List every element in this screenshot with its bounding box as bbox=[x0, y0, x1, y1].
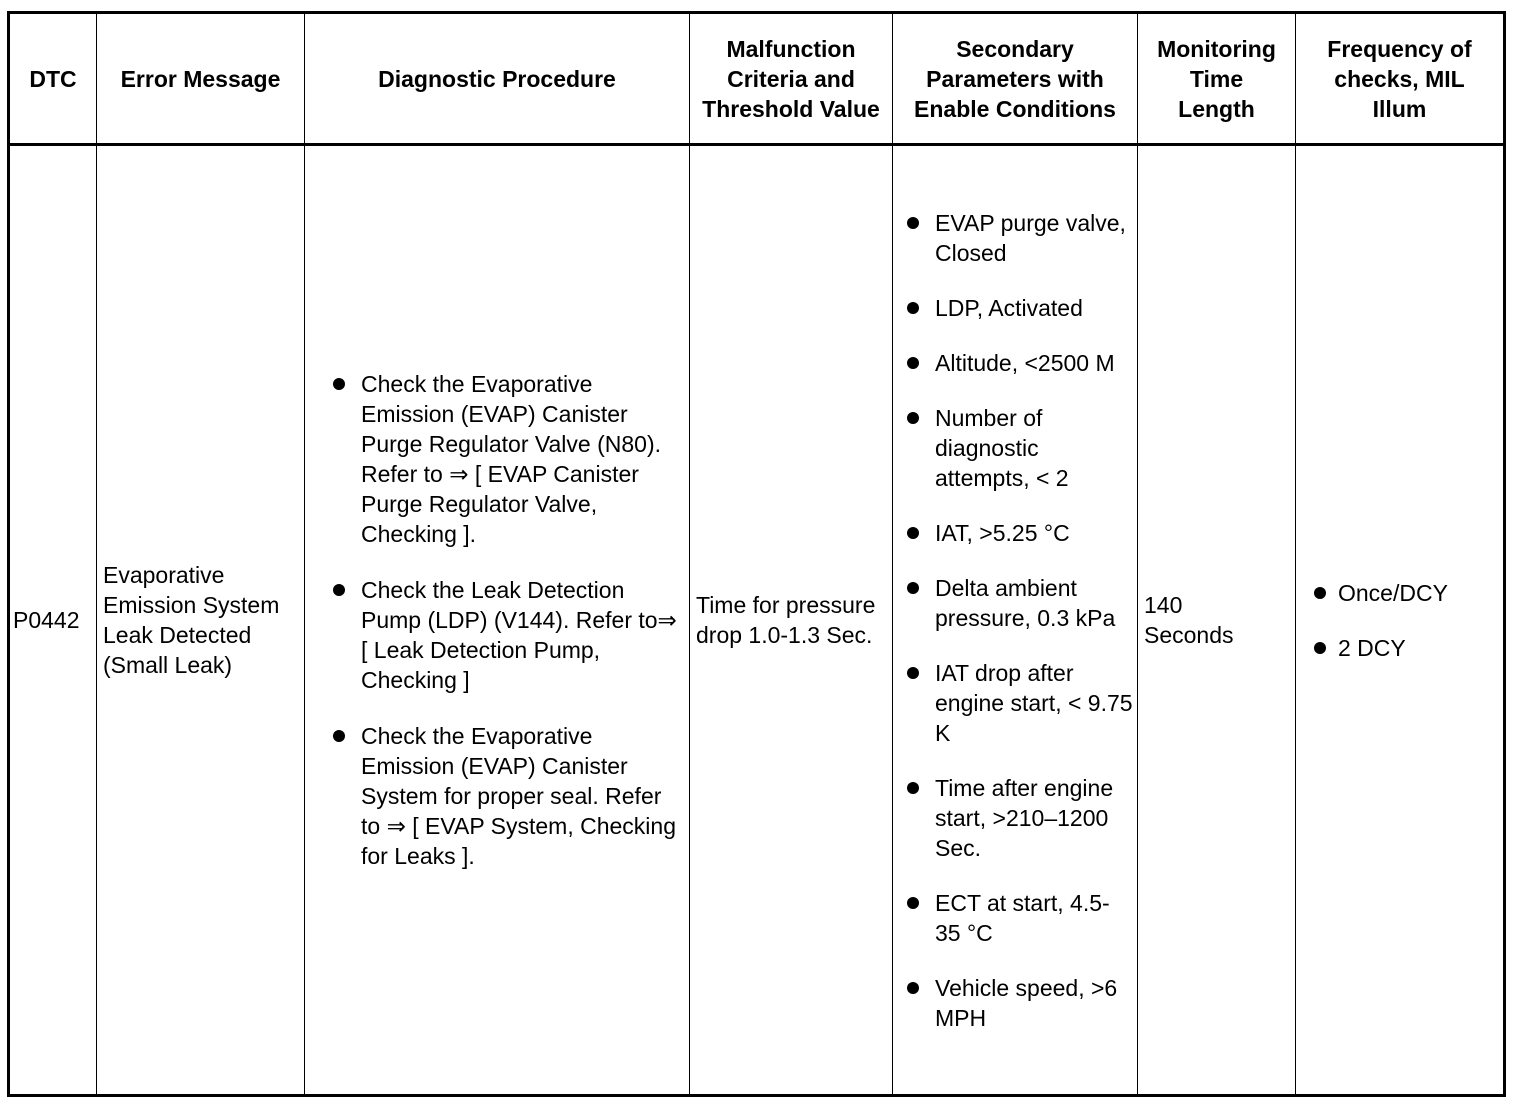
cell-monitoring-time bbox=[1138, 146, 1295, 1094]
secondary-parameter-item: ECT at start, 4.5-35 °C bbox=[893, 888, 1133, 948]
header-error-message-label: Error Message bbox=[120, 65, 281, 92]
procedure-item: Check the Evaporative Emission (EVAP) Canister System for proper seal. Refer to ⇒ [ EVAP System, Checking for Leaks ]. bbox=[305, 721, 679, 871]
procedure-list bbox=[305, 369, 679, 871]
header-dtc bbox=[10, 14, 96, 143]
cell-secondary-parameters bbox=[893, 146, 1137, 1094]
cell-error-message bbox=[97, 146, 304, 1094]
cell-frequency bbox=[1296, 146, 1503, 1094]
secondary-parameter-item: Altitude, <2500 M bbox=[893, 348, 1133, 378]
secondary-parameter-item: EVAP purge valve, Closed bbox=[893, 208, 1133, 268]
procedure-item: Check the Leak Detection Pump (LDP) (V144). Refer to⇒ [ Leak Detection Pump, Checking ] bbox=[305, 575, 679, 695]
secondary-parameter-item: LDP, Activated bbox=[893, 293, 1133, 323]
monitoring-time-text: 140 Seconds bbox=[1144, 592, 1234, 648]
procedure-item: Check the Evaporative Emission (EVAP) Canister Purge Regulator Valve (N80). Refer to ⇒ [ EVAP Canister Purge Regulator Valve, Checking ]. bbox=[305, 369, 679, 549]
header-dtc-label: DTC bbox=[29, 65, 77, 92]
header-monitoring-time-label: Monitoring Time Length bbox=[1157, 35, 1276, 122]
cell-malfunction-criteria bbox=[690, 146, 892, 1094]
header-diagnostic-procedure-label: Diagnostic Procedure bbox=[378, 65, 616, 92]
secondary-parameter-item: Vehicle speed, >6 MPH bbox=[893, 973, 1133, 1033]
header-malfunction-criteria bbox=[690, 14, 892, 143]
secondary-parameter-item: Time after engine start, >210–1200 Sec. bbox=[893, 773, 1133, 863]
header-malfunction-criteria-label: Malfunction Criteria and Threshold Value bbox=[702, 35, 880, 122]
secondary-parameter-item: IAT drop after engine start, < 9.75 K bbox=[893, 658, 1133, 748]
header-frequency bbox=[1296, 14, 1503, 143]
header-secondary-parameters bbox=[893, 14, 1137, 143]
header-monitoring-time bbox=[1138, 14, 1295, 143]
error-message-text: Evaporative Emission System Leak Detected (Small Leak) bbox=[103, 562, 280, 678]
secondary-parameter-item: Delta ambient pressure, 0.3 kPa bbox=[893, 573, 1133, 633]
dtc-code: P0442 bbox=[13, 607, 80, 633]
secondary-parameter-list bbox=[893, 208, 1133, 1033]
header-error-message bbox=[97, 14, 304, 143]
frequency-item: 2 DCY bbox=[1296, 633, 1503, 663]
frequency-list bbox=[1296, 578, 1503, 663]
header-diagnostic-procedure bbox=[305, 14, 689, 143]
malfunction-criteria-text: Time for pressure drop 1.0-1.3 Sec. bbox=[696, 592, 876, 648]
frequency-item: Once/DCY bbox=[1296, 578, 1503, 608]
secondary-parameter-item: IAT, >5.25 °C bbox=[893, 518, 1133, 548]
secondary-parameter-item: Number of diagnostic attempts, < 2 bbox=[893, 403, 1133, 493]
cell-dtc bbox=[10, 146, 96, 1094]
cell-diagnostic-procedure bbox=[305, 146, 689, 1094]
header-secondary-parameters-label: Secondary Parameters with Enable Conditions bbox=[914, 35, 1116, 122]
header-frequency-label: Frequency of checks, MIL Illum bbox=[1327, 35, 1472, 122]
